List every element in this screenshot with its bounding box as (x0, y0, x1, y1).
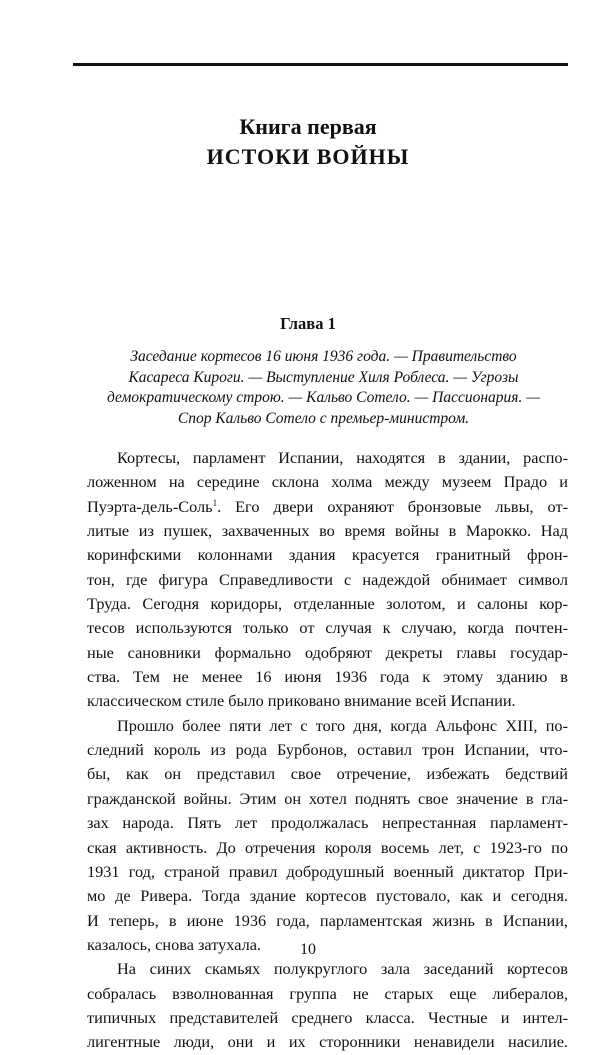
book-title (0, 112, 616, 172)
text-line: типичных представителей среднего класса. Честные и интел- (87, 1007, 568, 1027)
summary-line: Касареса Кироги. — Выступление Хиля Роблеса. — Угрозы (128, 368, 519, 386)
text-line: И теперь, в июне 1936 года, парламентская жизнь в Испании, (87, 910, 568, 930)
text-line: ложенном на середине склона холма между музеем Прадо и (87, 472, 568, 492)
text-line: ства. Тем не менее 16 июня 1936 года к этому зданию в (87, 667, 568, 687)
summary-line: Заседание кортесов 16 июня 1936 года. — Правительство (130, 348, 517, 365)
text-line: лигентные люди, они и их сторонники ненавидели насилие. (87, 1032, 568, 1052)
text-line: Прошло более пяти лет с того дня, когда Альфонс XIII, по- (117, 715, 568, 735)
text-line: ные сановники формально одобряют декреты главы государ- (87, 642, 568, 662)
footnote-marker[interactable]: 1 (212, 497, 218, 508)
book-title-line2: ИСТОКИ ВОЙНЫ (206, 144, 410, 169)
text-line: тон, где фигура Справедливости с надеждой обнимает символ (87, 569, 568, 589)
text-line: тесов используются только от случая к случаю, когда почтен- (87, 618, 568, 638)
text-line: гражданской войны. Этим он хотел поднять свое значение в гла- (87, 788, 568, 808)
book-title-line1: Книга первая (239, 114, 377, 139)
text-line: бы, как он представил свое отречение, избежать бедствий (87, 764, 568, 784)
chapter-summary (100, 347, 547, 429)
header-rule (73, 63, 568, 66)
text-line: коринфскими колоннами здания красуется гранитный фрон- (87, 545, 568, 565)
text-line: зах народа. Пять лет продолжалась непрестанная парламент- (87, 813, 568, 833)
text-line: собралась взволнованная группа не старых еще либералов, (87, 983, 568, 1003)
text-line: литые из пушек, захваченных во время войны в Марокко. Над (87, 521, 568, 541)
text-fragment: Пуэрта-дель-Соль (87, 496, 213, 516)
text-line (87, 495, 568, 519)
page-number: 10 (300, 941, 316, 958)
text-line: казалось, снова затухала. (87, 934, 261, 954)
summary-line: демократическому строю. — Кальво Сотело. — Пассионария. — (106, 389, 541, 406)
text-line: ская активность. До отречения короля восемь лет, с 1923-го по (87, 837, 568, 857)
text-line: Кортесы, парламент Испании, находятся в здании, распо- (117, 448, 568, 467)
chapter-title: Глава 1 (280, 314, 336, 333)
text-line: классическом стиле было приковано внимание всей Испании. (87, 691, 516, 711)
text-line: На синих скамьях полукруглого зала заседаний кортесов (117, 959, 568, 979)
text-line: Труда. Сегодня коридоры, отделанные золотом, и салоны кор- (87, 594, 568, 614)
summary-line: Спор Кальво Сотело с премьер-министром. (177, 409, 470, 427)
text-line: 1931 год, страной правил добродушный военный диктатор При- (87, 861, 568, 881)
text-line: следний король из рода Бурбонов, оставил трон Испании, что- (87, 740, 568, 760)
body-text (87, 446, 568, 1055)
text-line: мо де Ривера. Тогда здание кортесов пустовало, как и сегодня. (87, 886, 568, 906)
text-fragment: . Его двери охраняют бронзовые львы, от- (217, 496, 568, 516)
